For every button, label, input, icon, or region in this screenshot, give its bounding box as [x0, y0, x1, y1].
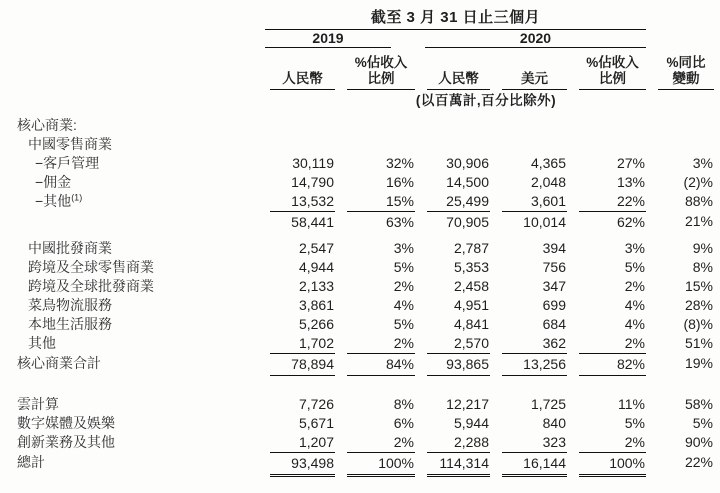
- table-row-local-consumer-services: [0, 315, 720, 334]
- table-row-core-commerce-total: [0, 353, 720, 375]
- row-label: −佣金: [35, 174, 72, 190]
- cell-rmb-2020: 70,905: [427, 211, 490, 233]
- cell-pct-of-revenue-2019: 2%: [393, 434, 414, 450]
- footnote-marker: (1): [71, 192, 83, 203]
- cell-pct-of-revenue-2019: 8%: [393, 396, 414, 412]
- column-header-usd-2020: 美元: [502, 48, 567, 90]
- cell-pct-of-revenue-2019: 2%: [393, 278, 414, 294]
- cell-yoy-change: 19%: [684, 355, 713, 371]
- units-note-row: [0, 90, 720, 115]
- label-column-spacer: [0, 48, 258, 90]
- table-row-digital-media-entertainment: [0, 414, 720, 433]
- cell-usd-2020: [502, 116, 567, 135]
- cell-rmb-2019: 30,119: [292, 155, 334, 171]
- table-row-cainiao-logistics: [0, 296, 720, 315]
- cell-pct-of-revenue-2019: 15%: [385, 193, 414, 209]
- cell-pct-of-revenue-2019: 84%: [347, 353, 415, 376]
- column-header-rmb-2020: 人民幣: [427, 48, 490, 90]
- cell-usd-2020: 756: [542, 259, 566, 275]
- table-row-others-retail: [0, 192, 720, 211]
- cell-pct-of-revenue-2019: 4%: [393, 297, 414, 313]
- row-label: −客戶管理: [35, 155, 100, 171]
- cell-rmb-2020: 114,314: [427, 452, 490, 477]
- cell-rmb-2019: 1,207: [298, 434, 334, 450]
- column-header-pct-of-revenue-2019: %佔收入 比例: [347, 48, 415, 90]
- table-row-customer-management: [0, 154, 720, 173]
- column-header-row: [0, 48, 720, 90]
- cell-usd-2020: [502, 135, 567, 154]
- cell-rmb-2019: 5,671: [298, 415, 334, 431]
- row-label: 跨境及全球批發商業: [28, 278, 154, 294]
- cell-rmb-2020: [427, 135, 490, 154]
- cell-yoy-change: (2)%: [683, 174, 713, 190]
- row-label: 雲計算: [17, 396, 59, 412]
- cell-rmb-2019: 4,944: [298, 259, 334, 275]
- cell-pct-of-revenue-2020: 2%: [624, 434, 645, 450]
- cell-rmb-2019: 5,266: [298, 316, 334, 332]
- cell-rmb-2019: 7,726: [298, 396, 334, 412]
- cell-yoy-change: 90%: [684, 434, 713, 450]
- cell-pct-of-revenue-2019: [347, 116, 415, 135]
- year-group-2020: 2020: [425, 30, 646, 48]
- cell-pct-of-revenue-2019: 63%: [347, 211, 415, 233]
- cell-pct-of-revenue-2019: 100%: [347, 452, 415, 477]
- row-label: 創新業務及其他: [17, 434, 115, 450]
- label-column-spacer: [0, 30, 258, 48]
- cell-pct-of-revenue-2020: 13%: [616, 174, 645, 190]
- table-body: [0, 116, 720, 474]
- table-row-cloud-computing: [0, 395, 720, 414]
- year-group-2019: 2019: [265, 30, 391, 48]
- cell-rmb-2019: 58,441: [270, 211, 335, 233]
- cell-rmb-2019: 14,790: [291, 174, 334, 190]
- cell-pct-of-revenue-2020: [579, 116, 646, 135]
- cell-pct-of-revenue-2020: 100%: [579, 452, 646, 477]
- cell-rmb-2020: 5,944: [453, 415, 489, 431]
- label-column-spacer: [0, 0, 258, 30]
- row-label: 總計: [17, 454, 45, 470]
- column-header-rmb-2019: 人民幣: [270, 48, 335, 90]
- row-label: 核心商業:: [17, 117, 77, 133]
- cell-yoy-change: 88%: [684, 193, 713, 209]
- yoy-column-spacer: [646, 30, 714, 48]
- cell-usd-2020: 323: [542, 434, 566, 450]
- cell-pct-of-revenue-2020: 3%: [624, 240, 645, 256]
- period-title: 截至 3 月 31 日止三個月: [265, 0, 646, 30]
- table-row-crossborder-retail: [0, 258, 720, 277]
- cell-rmb-2020: 2,787: [453, 240, 489, 256]
- cell-yoy-change: 58%: [684, 396, 713, 412]
- cell-rmb-2020: 2,458: [453, 278, 489, 294]
- cell-rmb-2020: 5,353: [453, 259, 489, 275]
- cell-rmb-2019: [270, 116, 335, 135]
- cell-rmb-2020: 14,500: [446, 174, 489, 190]
- cell-pct-of-revenue-2020: 11%: [618, 396, 645, 412]
- cell-rmb-2020: 4,841: [453, 316, 489, 332]
- row-label: −其他$^{(1)}$: [35, 192, 83, 209]
- cell-pct-of-revenue-2020: 27%: [616, 155, 645, 171]
- row-label: [0, 211, 258, 233]
- row-label: 數字媒體及娛樂: [17, 415, 115, 431]
- cell-rmb-2020: 4,951: [453, 297, 489, 313]
- row-label: 中國批發商業: [28, 240, 112, 256]
- cell-rmb-2019: 13,532: [291, 193, 334, 209]
- cell-usd-2020: 699: [542, 297, 566, 313]
- row-label: 本地生活服務: [28, 316, 112, 332]
- cell-usd-2020: 10,014: [502, 211, 567, 233]
- table-row-core-commerce-heading: [0, 116, 720, 135]
- cell-yoy-change: [658, 135, 714, 154]
- cell-rmb-2020: 2,288: [453, 434, 489, 450]
- column-header-yoy-change: %同比 變動: [658, 48, 714, 90]
- row-label: 菜鳥物流服務: [28, 297, 112, 313]
- cell-rmb-2020: 30,906: [446, 155, 489, 171]
- row-label: 其他: [28, 335, 56, 351]
- cell-usd-2020: 347: [542, 278, 566, 294]
- cell-usd-2020: 2,048: [530, 174, 566, 190]
- table-row-china-wholesale: [0, 239, 720, 258]
- cell-rmb-2019: 1,702: [298, 335, 334, 351]
- cell-usd-2020: 394: [542, 240, 566, 256]
- cell-usd-2020: 4,365: [530, 155, 566, 171]
- cell-usd-2020: 362: [542, 335, 566, 351]
- cell-pct-of-revenue-2019: 3%: [393, 240, 414, 256]
- cell-pct-of-revenue-2019: 5%: [393, 259, 414, 275]
- table-row-innovation-initiatives: [0, 433, 720, 452]
- cell-pct-of-revenue-2020: 4%: [624, 316, 645, 332]
- cell-yoy-change: 22%: [684, 454, 713, 470]
- cell-pct-of-revenue-2020: 22%: [616, 193, 645, 209]
- cell-rmb-2020: 2,570: [453, 335, 489, 351]
- cell-yoy-change: 15%: [684, 278, 713, 294]
- cell-pct-of-revenue-2020: 82%: [579, 353, 646, 376]
- table-row-others-core: [0, 334, 720, 353]
- column-header-pct-of-revenue-2020: %佔收入 比例: [579, 48, 646, 90]
- table-row-china-retail-subtotal: [0, 211, 720, 233]
- cell-pct-of-revenue-2020: [579, 135, 646, 154]
- cell-pct-of-revenue-2019: 5%: [393, 316, 414, 332]
- year-group-row: [0, 30, 720, 48]
- cell-pct-of-revenue-2019: [347, 135, 415, 154]
- cell-pct-of-revenue-2020: 62%: [579, 211, 646, 233]
- cell-pct-of-revenue-2020: 4%: [624, 297, 645, 313]
- cell-rmb-2019: 3,861: [298, 297, 334, 313]
- cell-rmb-2020: 12,217: [446, 396, 489, 412]
- cell-yoy-change: 21%: [684, 213, 713, 229]
- table-row-commission: [0, 173, 720, 192]
- cell-pct-of-revenue-2020: 2%: [624, 335, 645, 351]
- table-row-china-retail-heading: [0, 135, 720, 154]
- row-label: 核心商業合計: [17, 355, 101, 371]
- table-row-crossborder-wholesale: [0, 277, 720, 296]
- cell-pct-of-revenue-2019: 16%: [385, 174, 414, 190]
- cell-usd-2020: 13,256: [502, 353, 567, 376]
- row-label: 中國零售商業: [28, 136, 112, 152]
- row-label: 跨境及全球零售商業: [28, 259, 154, 275]
- cell-rmb-2019: 93,498: [270, 452, 335, 477]
- cell-yoy-change: 9%: [692, 240, 713, 256]
- cell-rmb-2020: 93,865: [427, 353, 490, 376]
- cell-rmb-2019: 78,894: [270, 353, 335, 376]
- cell-yoy-change: 8%: [692, 259, 713, 275]
- cell-pct-of-revenue-2020: 5%: [624, 415, 645, 431]
- cell-usd-2020: 840: [542, 415, 566, 431]
- cell-usd-2020: 684: [542, 316, 566, 332]
- cell-yoy-change: (8)%: [683, 316, 713, 332]
- label-column-spacer: [0, 90, 258, 115]
- cell-rmb-2019: 2,133: [298, 278, 334, 294]
- cell-pct-of-revenue-2019: 2%: [393, 335, 414, 351]
- cell-usd-2020: 3,601: [530, 193, 566, 209]
- cell-yoy-change: 3%: [692, 155, 713, 171]
- cell-rmb-2020: 25,499: [446, 193, 489, 209]
- cell-pct-of-revenue-2019: 6%: [393, 415, 414, 431]
- cell-usd-2020: 16,144: [502, 452, 567, 477]
- cell-rmb-2019: 2,547: [298, 240, 334, 256]
- cell-usd-2020: 1,725: [530, 396, 566, 412]
- cell-yoy-change: 28%: [684, 297, 713, 313]
- units-note: (以百萬計,百分比除外): [415, 93, 557, 108]
- cell-yoy-change: [658, 116, 714, 135]
- cell-pct-of-revenue-2020: 5%: [624, 259, 645, 275]
- cell-yoy-change: 51%: [684, 335, 713, 351]
- period-title-row: [0, 0, 720, 30]
- cell-rmb-2019: [270, 135, 335, 154]
- table-row-grand-total: [0, 452, 720, 474]
- cell-rmb-2020: [427, 116, 490, 135]
- cell-pct-of-revenue-2019: 32%: [385, 155, 414, 171]
- cell-yoy-change: 5%: [692, 415, 713, 431]
- cell-pct-of-revenue-2020: 2%: [624, 278, 645, 294]
- yoy-column-spacer: [646, 0, 714, 30]
